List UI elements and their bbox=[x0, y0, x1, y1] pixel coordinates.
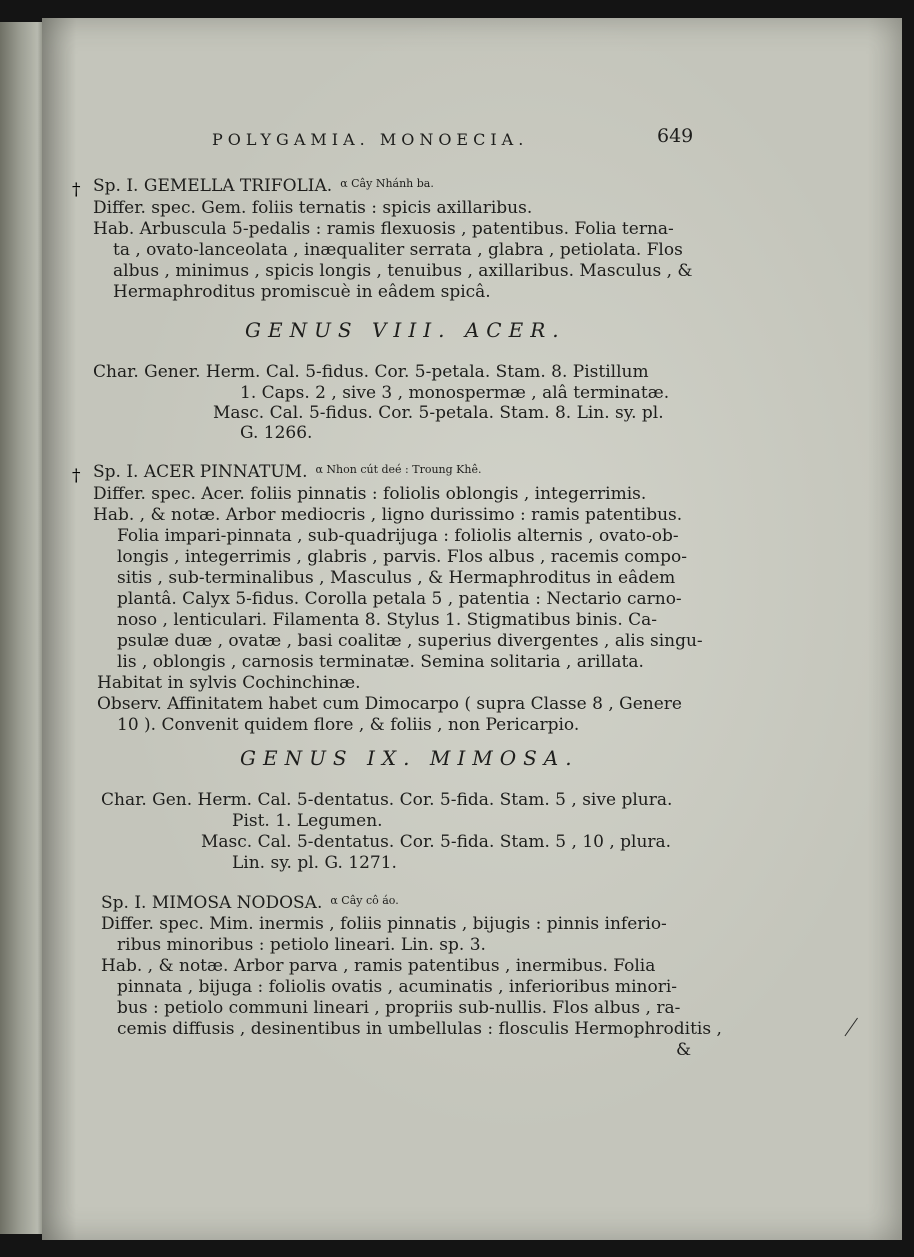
line-text: Hab. , & notæ. Arbor parva , ramis patentibus , inermibus. Folia bbox=[101, 956, 656, 976]
left-page-edge bbox=[0, 22, 46, 1234]
text-line bbox=[101, 956, 655, 976]
line-text: psulæ duæ , ovatæ , basi coalitæ , superius divergentes , alis singu- bbox=[117, 631, 703, 651]
line-text: Habitat in sylvis Cochinchinæ. bbox=[97, 673, 361, 693]
text-line bbox=[93, 198, 532, 218]
line-text: GENUS IX. MIMOSA. bbox=[240, 746, 579, 770]
line-text: G. 1266. bbox=[240, 423, 313, 443]
line-text: albus , minimus , spicis longis , tenuibus , axillaribus. Masculus , & bbox=[113, 261, 693, 281]
line-text: 10 ). Convenit quidem flore , & foliis , non Pericarpio. bbox=[117, 715, 580, 735]
line-text: Differ. spec. Acer. foliis pinnatis : foliolis oblongis , integerrimis. bbox=[93, 484, 647, 504]
text-line bbox=[93, 362, 649, 382]
line-text: Char. Gener. Herm. Cal. 5-fidus. Cor. 5-petala. Stam. 8. Pistillum bbox=[93, 362, 649, 382]
text-line bbox=[201, 832, 671, 852]
line-text: Folia impari-pinnata , sub-quadrijuga : foliolis alternis , ovato-ob- bbox=[117, 526, 679, 546]
text-line bbox=[676, 1040, 691, 1060]
line-text: & bbox=[676, 1040, 692, 1060]
text-line bbox=[97, 673, 361, 693]
line-text: Pist. 1. Legumen. bbox=[232, 811, 383, 831]
line-text: Hab. , & notæ. Arbor mediocris , ligno durissimo : ramis patentibus. bbox=[93, 505, 683, 525]
text-line bbox=[93, 462, 481, 482]
text-line bbox=[117, 568, 675, 588]
genus-heading bbox=[240, 746, 579, 770]
text-line bbox=[117, 526, 679, 546]
line-text: Masc. Cal. 5-dentatus. Cor. 5-fida. Stam. 5 , 10 , plura. bbox=[201, 832, 672, 852]
line-text: Sp. I. GEMELLA TRIFOLIA. bbox=[93, 176, 333, 196]
text-line bbox=[101, 914, 667, 934]
text-line bbox=[101, 893, 399, 913]
line-text: Differ. spec. Mim. inermis , foliis pinnatis , bijugis : pinnis inferio- bbox=[101, 914, 667, 934]
line-text: Sp. I. MIMOSA NODOSA. bbox=[101, 893, 323, 913]
line-text: 1. Caps. 2 , sive 3 , monospermæ , alâ terminatæ. bbox=[240, 383, 670, 403]
text-line bbox=[213, 403, 664, 423]
line-text: Hermaphroditus promiscuè in eâdem spicâ. bbox=[113, 282, 491, 302]
text-line bbox=[93, 176, 434, 196]
text-line bbox=[101, 790, 672, 810]
text-line bbox=[117, 547, 687, 567]
text-line bbox=[117, 715, 579, 735]
vernacular-note: α Cây cô áo. bbox=[330, 894, 399, 907]
text-line bbox=[232, 853, 397, 873]
line-text: pinnata , bijuga : foliolis ovatis , acuminatis , inferioribus minori- bbox=[117, 977, 677, 997]
line-text: plantâ. Calyx 5-fidus. Corolla petala 5 , patentia : Nectario carno- bbox=[117, 589, 682, 609]
vernacular-note: α Cây Nhánh ba. bbox=[340, 177, 434, 190]
text-line bbox=[117, 1019, 722, 1039]
line-text: Hab. Arbuscula 5-pedalis : ramis flexuosis , patentibus. Folia terna- bbox=[93, 219, 674, 239]
line-text: noso , lenticulari. Filamenta 8. Stylus 1. Stigmatibus binis. Ca- bbox=[117, 610, 658, 630]
text-line bbox=[240, 383, 669, 403]
dagger-mark-2: † bbox=[72, 466, 81, 486]
line-text: Differ. spec. Gem. foliis ternatis : spicis axillaribus. bbox=[93, 198, 533, 218]
text-line bbox=[240, 423, 312, 443]
vernacular-note: α Nhon cút deé : Troung Khê. bbox=[315, 463, 482, 476]
line-text: longis , integerrimis , glabris , parvis. Flos albus , racemis compo- bbox=[117, 547, 688, 567]
dagger-mark-1: † bbox=[72, 180, 81, 200]
line-text: bus : petiolo communi lineari , propriis sub-nullis. Flos albus , ra- bbox=[117, 998, 681, 1018]
line-text: ribus minoribus : petiolo lineari. Lin. sp. 3. bbox=[117, 935, 486, 955]
text-line bbox=[232, 811, 383, 831]
page-number: 649 bbox=[657, 125, 694, 147]
text-line bbox=[117, 998, 680, 1018]
line-text: sitis , sub-terminalibus , Masculus , & Hermaphroditus in eâdem bbox=[117, 568, 676, 588]
text-line bbox=[113, 240, 683, 260]
text-line bbox=[117, 589, 682, 609]
line-text: GENUS VIII. ACER. bbox=[245, 318, 566, 342]
line-text: Sp. I. ACER PINNATUM. bbox=[93, 462, 308, 482]
text-line bbox=[117, 935, 486, 955]
line-text: Lin. sy. pl. G. 1271. bbox=[232, 853, 397, 873]
line-text: ta , ovato-lanceolata , inæqualiter serrata , glabra , petiolata. Flos bbox=[113, 240, 683, 260]
text-line bbox=[93, 484, 646, 504]
line-text: Masc. Cal. 5-fidus. Cor. 5-petala. Stam. 8. Lin. sy. pl. bbox=[213, 403, 664, 423]
line-text: Char. Gen. Herm. Cal. 5-dentatus. Cor. 5-fida. Stam. 5 , sive plura. bbox=[101, 790, 673, 810]
text-line bbox=[117, 652, 644, 672]
text-line bbox=[93, 505, 682, 525]
text-line bbox=[117, 610, 657, 630]
line-text: cemis diffusis , desinentibus in umbellulas : flosculis Hermophroditis , bbox=[117, 1019, 722, 1039]
page-header: POLYGAMIA. MONOECIA. bbox=[212, 130, 529, 149]
text-line bbox=[113, 261, 693, 281]
line-text: lis , oblongis , carnosis terminatæ. Semina solitaria , arillata. bbox=[117, 652, 644, 672]
genus-heading bbox=[245, 318, 566, 342]
text-line bbox=[117, 631, 703, 651]
text-line bbox=[93, 219, 674, 239]
line-text: Observ. Affinitatem habet cum Dimocarpo ( supra Classe 8 , Genere bbox=[97, 694, 682, 714]
text-line bbox=[117, 977, 677, 997]
text-line bbox=[113, 282, 491, 302]
text-line bbox=[97, 694, 682, 714]
